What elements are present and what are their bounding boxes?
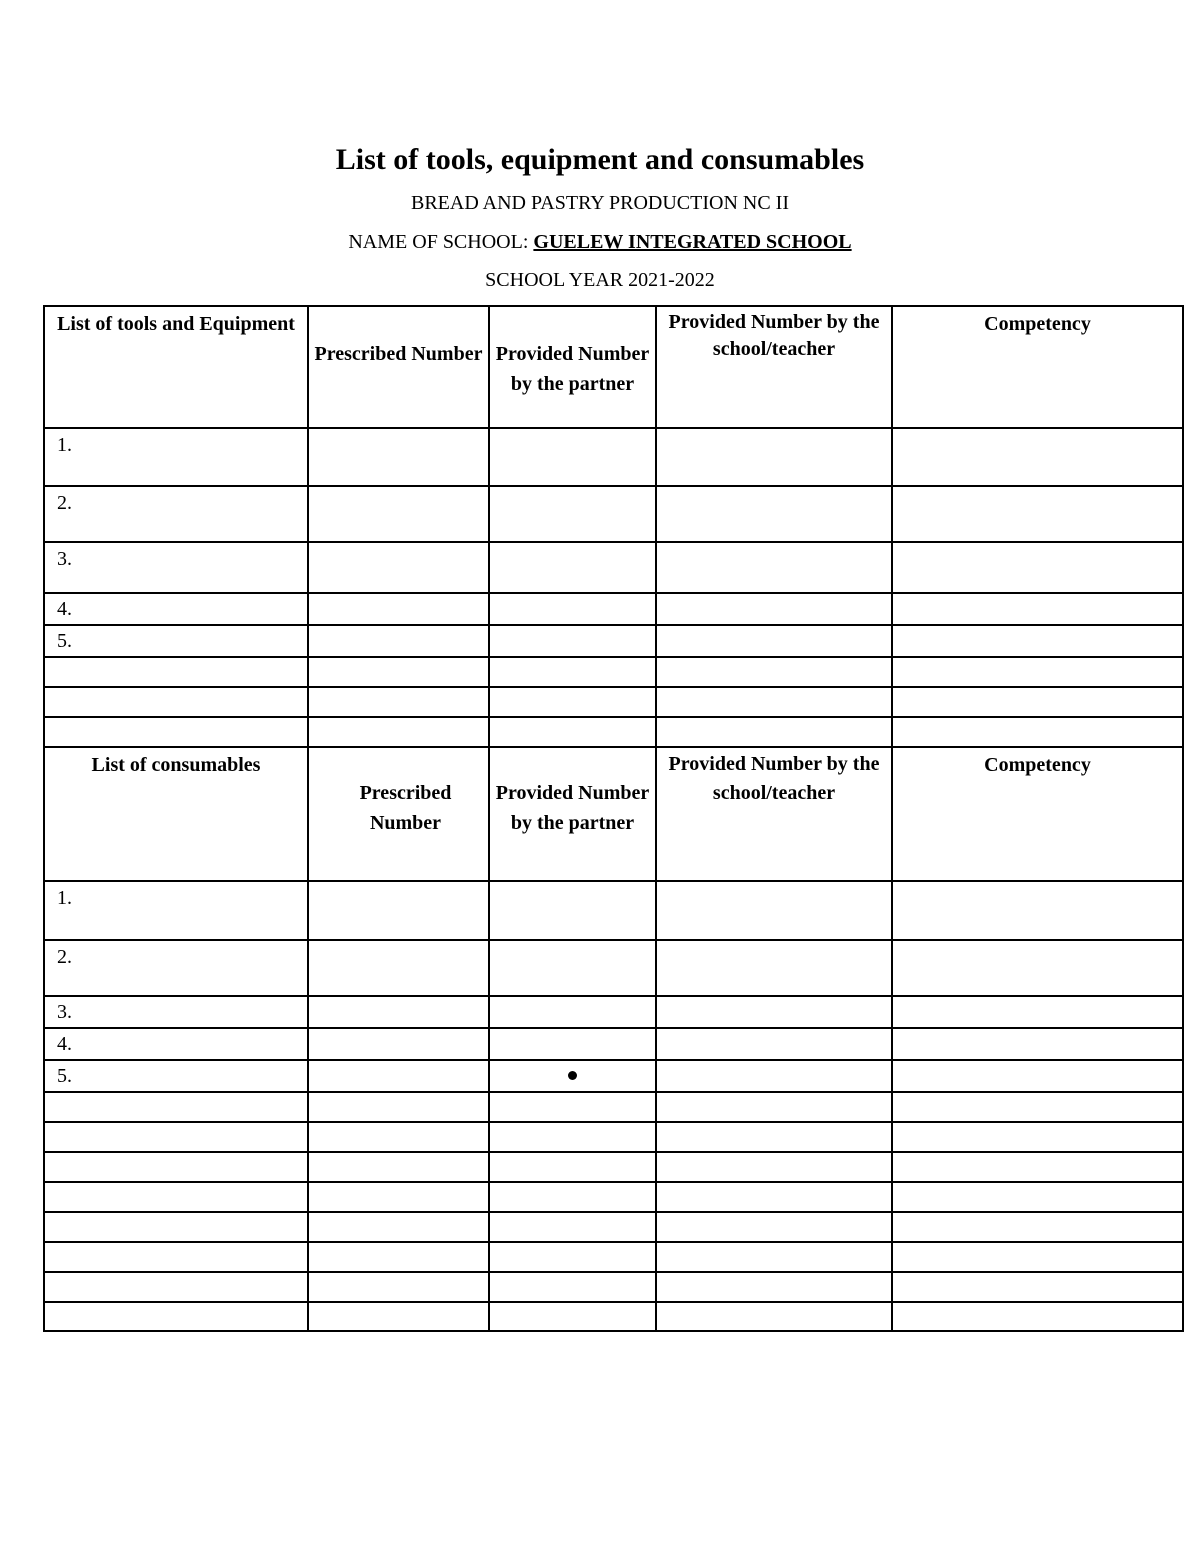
table-cell	[308, 940, 489, 996]
table-cell	[44, 1182, 308, 1212]
table-cell	[892, 1182, 1183, 1212]
table-cell	[308, 1302, 489, 1331]
table-cell	[892, 881, 1183, 940]
consumables-col-prescribed-header: Prescribed Number	[308, 747, 489, 881]
table-cell	[308, 1182, 489, 1212]
consumables-row-number: 4.	[44, 1028, 308, 1060]
table-cell	[656, 1092, 892, 1122]
table-row	[44, 1028, 1183, 1060]
table-cell	[489, 1092, 656, 1122]
table-cell	[892, 1060, 1183, 1092]
table-row	[44, 687, 1183, 717]
table-row	[44, 428, 1183, 486]
program-name: BREAD AND PASTRY PRODUCTION NC II	[410, 192, 790, 214]
table-cell	[308, 717, 489, 747]
consumables-col-competency-header: Competency	[892, 747, 1183, 881]
table-row	[44, 1060, 1183, 1092]
table-cell	[489, 1028, 656, 1060]
table-row	[44, 940, 1183, 996]
table-cell	[892, 940, 1183, 996]
table-cell	[44, 657, 308, 687]
table-row	[44, 1092, 1183, 1122]
table-cell	[489, 593, 656, 625]
table-cell	[44, 1272, 308, 1302]
table-cell	[892, 486, 1183, 542]
table-row	[44, 593, 1183, 625]
table-row	[44, 657, 1183, 687]
table-cell	[892, 428, 1183, 486]
table-cell	[656, 1182, 892, 1212]
table-cell	[308, 1272, 489, 1302]
tools-col-school-header: Provided Number by the school/teacher	[656, 306, 892, 428]
table-cell	[656, 1242, 892, 1272]
table-cell	[656, 625, 892, 657]
table-cell	[489, 1242, 656, 1272]
table-cell	[656, 1302, 892, 1331]
table-cell	[656, 428, 892, 486]
table-cell	[308, 1060, 489, 1092]
tools-row-number: 5.	[44, 625, 308, 657]
table-cell	[308, 996, 489, 1028]
table-row	[44, 1302, 1183, 1331]
table-cell	[656, 717, 892, 747]
table-cell	[489, 657, 656, 687]
table-cell	[308, 428, 489, 486]
table-cell	[308, 1152, 489, 1182]
table-cell	[308, 593, 489, 625]
table-cell	[656, 486, 892, 542]
table-cell	[489, 1182, 656, 1212]
table-cell	[44, 1092, 308, 1122]
table-row	[44, 881, 1183, 940]
consumables-row-number: 3.	[44, 996, 308, 1028]
table-cell	[489, 1272, 656, 1302]
table-cell	[308, 881, 489, 940]
table-cell	[308, 625, 489, 657]
table-cell	[489, 486, 656, 542]
table-row	[44, 1152, 1183, 1182]
table-cell	[892, 542, 1183, 593]
table-cell	[44, 687, 308, 717]
consumables-col-partner-header: Provided Number by the partner	[489, 747, 656, 881]
tools-header-row	[44, 306, 1183, 428]
table-cell	[44, 1152, 308, 1182]
table-cell	[489, 1122, 656, 1152]
school-line	[0, 230, 1200, 254]
table-row	[44, 1182, 1183, 1212]
table-row	[44, 717, 1183, 747]
table-row	[44, 996, 1183, 1028]
table-cell	[489, 1060, 656, 1092]
table-cell	[44, 1122, 308, 1152]
table-row	[44, 1122, 1183, 1152]
table-cell	[308, 657, 489, 687]
table-cell	[656, 1122, 892, 1152]
table-cell	[892, 593, 1183, 625]
tools-row-number: 3.	[44, 542, 308, 593]
table-cell	[656, 1060, 892, 1092]
table-cell	[489, 542, 656, 593]
tools-col-competency-header: Competency	[892, 306, 1183, 428]
table-cell	[44, 717, 308, 747]
table-cell	[656, 542, 892, 593]
table-cell	[892, 1272, 1183, 1302]
table-cell	[892, 1242, 1183, 1272]
table-cell	[656, 881, 892, 940]
table-cell	[489, 687, 656, 717]
table-cell	[44, 1212, 308, 1242]
table-cell	[892, 1152, 1183, 1182]
table-cell	[656, 940, 892, 996]
table-cell	[656, 687, 892, 717]
table-cell	[892, 1122, 1183, 1152]
school-label: NAME OF SCHOOL:	[348, 231, 534, 253]
table-cell	[656, 1212, 892, 1242]
consumables-row-number: 1.	[44, 881, 308, 940]
table-cell	[489, 881, 656, 940]
consumables-header-row	[44, 747, 1183, 881]
table-cell	[892, 1092, 1183, 1122]
table-cell	[892, 1028, 1183, 1060]
table-cell	[892, 625, 1183, 657]
table-cell	[489, 1302, 656, 1331]
consumables-row-number: 2.	[44, 940, 308, 996]
tools-col-prescribed-header: Prescribed Number	[308, 306, 489, 428]
table-row	[44, 1272, 1183, 1302]
table-cell	[489, 996, 656, 1028]
table-row	[44, 1212, 1183, 1242]
table-cell	[489, 940, 656, 996]
tools-row-number: 1.	[44, 428, 308, 486]
table-cell	[308, 1092, 489, 1122]
table-cell	[656, 1272, 892, 1302]
table-cell	[44, 1242, 308, 1272]
table-cell	[892, 657, 1183, 687]
table-cell	[656, 593, 892, 625]
table-cell	[489, 1212, 656, 1242]
table-row	[44, 542, 1183, 593]
table-cell	[892, 1212, 1183, 1242]
table-row	[44, 1242, 1183, 1272]
table-cell	[489, 1152, 656, 1182]
table-cell	[308, 1242, 489, 1272]
table-cell	[892, 717, 1183, 747]
consumables-col-school-header: Provided Number by the school/teacher	[656, 747, 892, 881]
table-cell	[308, 486, 489, 542]
consumables-row-number: 5.	[44, 1060, 308, 1092]
table-cell	[656, 657, 892, 687]
table-cell	[892, 996, 1183, 1028]
consumables-col-list-header: List of consumables	[44, 747, 308, 881]
tools-row-number: 2.	[44, 486, 308, 542]
table-cell	[308, 687, 489, 717]
tools-row-number: 4.	[44, 593, 308, 625]
table-cell	[308, 1122, 489, 1152]
table-cell	[489, 428, 656, 486]
table-cell	[656, 1152, 892, 1182]
table-cell	[656, 996, 892, 1028]
table-cell	[656, 1028, 892, 1060]
tools-col-list-header: List of tools and Equipment	[44, 306, 308, 428]
table-cell	[489, 717, 656, 747]
table-cell	[892, 1302, 1183, 1331]
table-cell	[44, 1302, 308, 1331]
table-cell	[892, 687, 1183, 717]
table-cell	[308, 1028, 489, 1060]
table-row	[44, 625, 1183, 657]
table-row	[44, 486, 1183, 542]
tools-col-partner-header: Provided Number by the partner	[489, 306, 656, 428]
table-cell	[308, 542, 489, 593]
school-name: GUELEW INTEGRATED SCHOOL	[533, 231, 852, 253]
table-cell	[489, 625, 656, 657]
document-title: List of tools, equipment and consumables	[335, 143, 865, 176]
inventory-table	[43, 305, 1184, 1332]
school-year: SCHOOL YEAR 2021-2022	[485, 269, 715, 291]
table-cell	[308, 1212, 489, 1242]
bullet-mark-icon	[568, 1071, 577, 1080]
